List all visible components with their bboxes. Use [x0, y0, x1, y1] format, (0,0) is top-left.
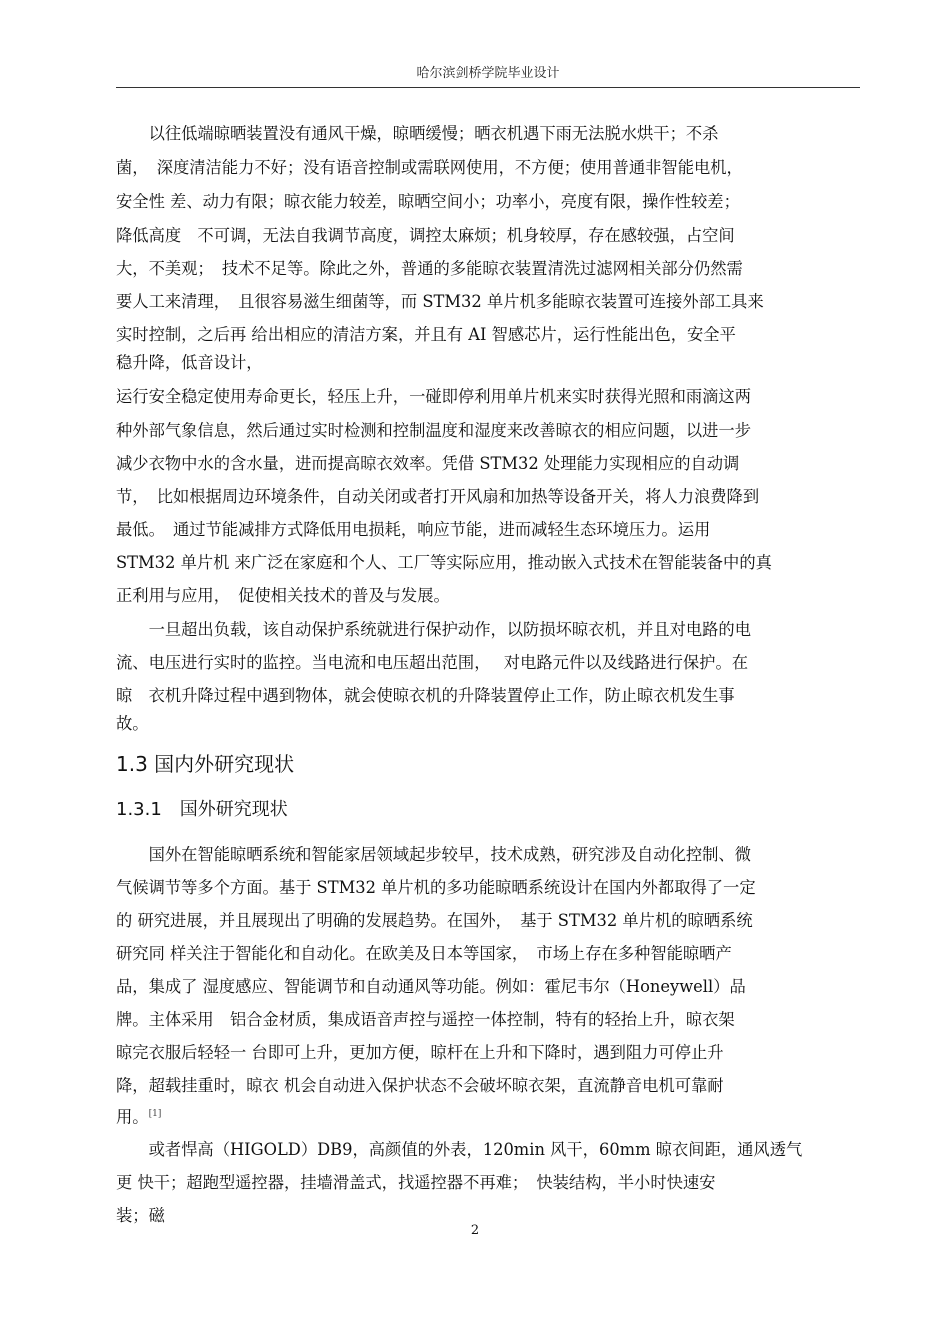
- text-line: 降，超载挂重时，晾衣 机会自动进入保护状态不会破坏晾衣架，直流静音电机可靠耐: [116, 1076, 724, 1095]
- text-line: 正利用与应用， 促使相关技术的普及与发展。: [116, 586, 450, 605]
- text-line: 的 研究进展，并且展现出了明确的发展趋势。在国外， 基于 STM32 单片机的晾晒系统: [116, 911, 753, 930]
- text-line-with-citation: [116, 1104, 161, 1127]
- text-line-end: 用。: [116, 1107, 149, 1127]
- page-header-title: 哈尔滨剑桥学院毕业设计: [416, 66, 560, 81]
- text-line: 大，不美观； 技术不足等。除此之外，普通的多能晾衣装置清洗过滤网相关部分仍然需: [116, 259, 743, 278]
- text-line: 安全性 差、动力有限；晾衣能力较差，晾晒空间小；功率小，亮度有限，操作性较差；: [116, 192, 740, 211]
- text-line: 种外部气象信息，然后通过实时检测和控制温度和湿度来改善晾衣的相应问题，以进一步: [116, 421, 751, 440]
- text-line: 装；磁: [116, 1206, 165, 1225]
- text-line: 实时控制，之后再 给出相应的清洁方案，并且有 AI 智感芯片，运行性能出色，安全平: [116, 325, 736, 344]
- text-line: 减少衣物中水的含水量，进而提高晾衣效率。凭借 STM32 处理能力实现相应的自动调: [116, 454, 740, 473]
- text-line: 更 快干；超跑型遥控器，挂墙滑盖式，找遥控器不再难； 快装结构，半小时快速安: [116, 1173, 716, 1192]
- page-number: 2: [470, 1223, 480, 1238]
- text-line: 以往低端晾晒装置没有通风干燥，晾晒缓慢；晒衣机遇下雨无法脱水烘干；不杀: [116, 124, 719, 143]
- text-line: STM32 单片机 来广泛在家庭和个人、工厂等实际应用，推动嵌入式技术在智能装备中的真: [116, 553, 772, 572]
- text-line: 研究同 样关注于智能化和自动化。在欧美及日本等国家， 市场上存在多种智能晾晒产: [116, 944, 732, 963]
- text-line: 或者悍高（HIGOLD）DB9，高颜值的外表，120min 风干，60mm 晾衣间距，通风透气: [116, 1140, 803, 1159]
- text-line: 故。: [116, 714, 149, 733]
- text-line: 节， 比如根据周边环境条件，自动关闭或者打开风扇和加热等设备开关，将人力浪费降到: [116, 487, 760, 506]
- subsection-heading: 1.3.1 国外研究现状: [116, 799, 288, 820]
- text-line: 品，集成了 湿度感应、智能调节和自动通风等功能。例如：霍尼韦尔（Honeywell）品: [116, 977, 746, 996]
- text-line: 晾 衣机升降过程中遇到物体，就会使晾衣机的升降装置停止工作，防止晾衣机发生事: [116, 686, 735, 705]
- text-line: 运行安全稳定使用寿命更长，轻压上升，一碰即停利用单片机来实时获得光照和雨滴这两: [116, 387, 751, 406]
- text-line: 最低。 通过节能减排方式降低用电损耗，响应节能，进而减轻生态环境压力。运用: [116, 520, 711, 539]
- text-line: 流、电压进行实时的监控。当电流和电压超出范围， 对电路元件以及线路进行保护。在: [116, 653, 749, 672]
- citation-marker: [1]: [148, 1109, 162, 1119]
- section-heading: 1.3 国内外研究现状: [116, 752, 295, 776]
- text-line: 牌。主体采用 铝合金材质，集成语音声控与遥控一体控制，特有的轻抬上升，晾衣架: [116, 1010, 735, 1029]
- text-line: 国外在智能晾晒系统和智能家居领域起步较早，技术成熟，研究涉及自动化控制、微: [116, 845, 751, 864]
- text-line: 要人工来清理， 且很容易滋生细菌等，而 STM32 单片机多能晾衣装置可连接外部工具来: [116, 292, 764, 311]
- text-line: 一旦超出负载，该自动保护系统就进行保护动作，以防损坏晾衣机，并且对电路的电: [116, 620, 751, 639]
- text-line: 晾完衣服后轻轻一 台即可上升，更加方便，晾杆在上升和下降时，遇到阻力可停止升: [116, 1043, 724, 1062]
- text-line: 降低高度 不可调，无法自我调节高度，调控太麻烦；机身较厚，存在感较强，占空间: [116, 226, 735, 245]
- text-line: 稳升降，低音设计，: [116, 353, 263, 372]
- text-line: 气候调节等多个方面。基于 STM32 单片机的多功能晾晒系统设计在国内外都取得了一定: [116, 878, 756, 897]
- text-line: 菌， 深度清洁能力不好；没有语音控制或需联网使用，不方便；使用普通非智能电机，: [116, 158, 743, 177]
- header-divider: [116, 87, 860, 88]
